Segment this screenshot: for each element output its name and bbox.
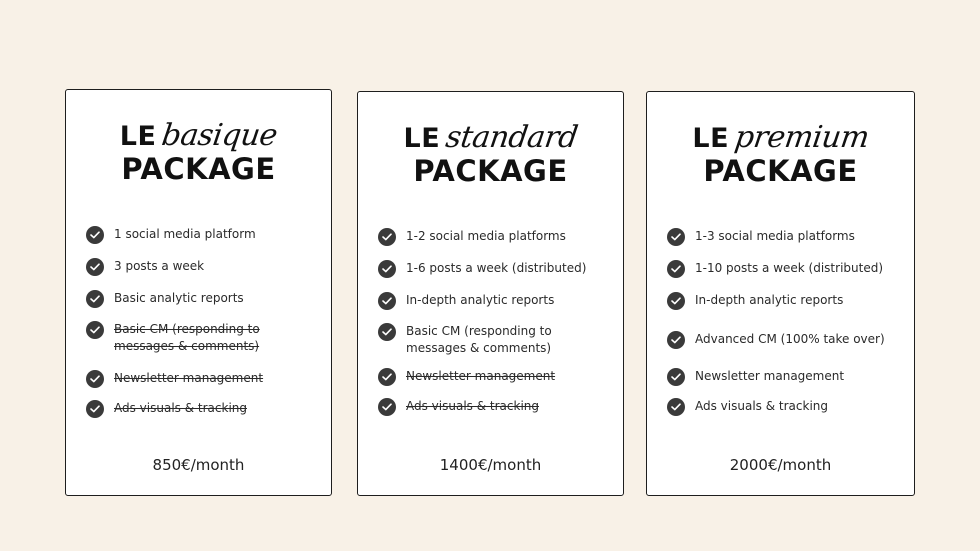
feature-item — [667, 228, 900, 245]
title-package: PACKAGE — [703, 154, 858, 188]
title-le: LE — [119, 121, 157, 152]
feature-text: Basic analytic reports — [114, 291, 244, 305]
check-icon — [667, 331, 685, 349]
check-icon — [86, 290, 104, 308]
feature-text: In-depth analytic reports — [406, 293, 555, 307]
feature-item — [378, 228, 609, 245]
feature-item-excluded — [86, 321, 317, 355]
feature-item — [667, 368, 900, 385]
feature-text: 1-10 posts a week (distributed) — [695, 261, 884, 275]
check-icon — [667, 228, 685, 246]
check-icon — [86, 258, 104, 276]
feature-item-excluded — [86, 370, 317, 387]
check-icon — [86, 400, 104, 418]
feature-text: Newsletter management — [406, 369, 556, 383]
feature-item — [378, 260, 609, 277]
title-script-word: standard — [443, 120, 580, 155]
card-title — [647, 92, 914, 188]
title-package: PACKAGE — [121, 152, 276, 186]
feature-text: Ads visuals & tracking — [695, 399, 828, 413]
feature-text: Ads visuals & tracking — [114, 401, 247, 415]
feature-item-excluded — [86, 400, 317, 417]
price: 1400€/month — [439, 456, 542, 474]
feature-text: In-depth analytic reports — [695, 293, 844, 307]
check-icon — [378, 323, 396, 341]
feature-text: 1-2 social media platforms — [406, 229, 566, 243]
feature-item-excluded — [378, 398, 609, 415]
card-title — [358, 92, 623, 188]
title-le: LE — [403, 123, 441, 154]
check-icon — [378, 368, 396, 386]
feature-item — [86, 290, 317, 307]
feature-item-excluded — [378, 368, 609, 385]
feature-item — [667, 292, 900, 309]
pricing-card-basique — [65, 89, 332, 496]
check-icon — [86, 321, 104, 339]
feature-item — [86, 226, 317, 243]
check-icon — [667, 368, 685, 386]
pricing-card-premium — [646, 91, 915, 496]
feature-text: Newsletter management — [114, 371, 264, 385]
feature-text: Basic CM (responding to messages & comments) — [114, 322, 260, 353]
feature-text: Newsletter management — [695, 369, 845, 383]
feature-item — [378, 292, 609, 309]
feature-text: 1-6 posts a week (distributed) — [406, 261, 587, 275]
feature-text: Basic CM (responding to messages & comments) — [406, 324, 552, 355]
feature-text: Advanced CM (100% take over) — [695, 332, 885, 346]
feature-text: Ads visuals & tracking — [406, 399, 539, 413]
check-icon — [378, 292, 396, 310]
check-icon — [667, 292, 685, 310]
price: 2000€/month — [729, 456, 832, 474]
price: 850€/month — [152, 456, 245, 474]
feature-item — [86, 258, 317, 275]
title-package: PACKAGE — [413, 154, 568, 188]
feature-text: 3 posts a week — [114, 259, 205, 273]
check-icon — [378, 398, 396, 416]
check-icon — [86, 226, 104, 244]
feature-text: 1-3 social media platforms — [695, 229, 855, 243]
title-le: LE — [692, 123, 730, 154]
feature-item — [378, 323, 609, 357]
feature-text: 1 social media platform — [114, 227, 256, 241]
check-icon — [378, 260, 396, 278]
feature-item — [667, 398, 900, 415]
check-icon — [86, 370, 104, 388]
card-title — [66, 90, 331, 186]
pricing-card-standard — [357, 91, 624, 496]
title-script-word: basique — [159, 118, 280, 153]
feature-item — [667, 331, 900, 348]
feature-item — [667, 260, 900, 277]
check-icon — [378, 228, 396, 246]
title-script-word: premium — [732, 120, 872, 155]
check-icon — [667, 398, 685, 416]
check-icon — [667, 260, 685, 278]
